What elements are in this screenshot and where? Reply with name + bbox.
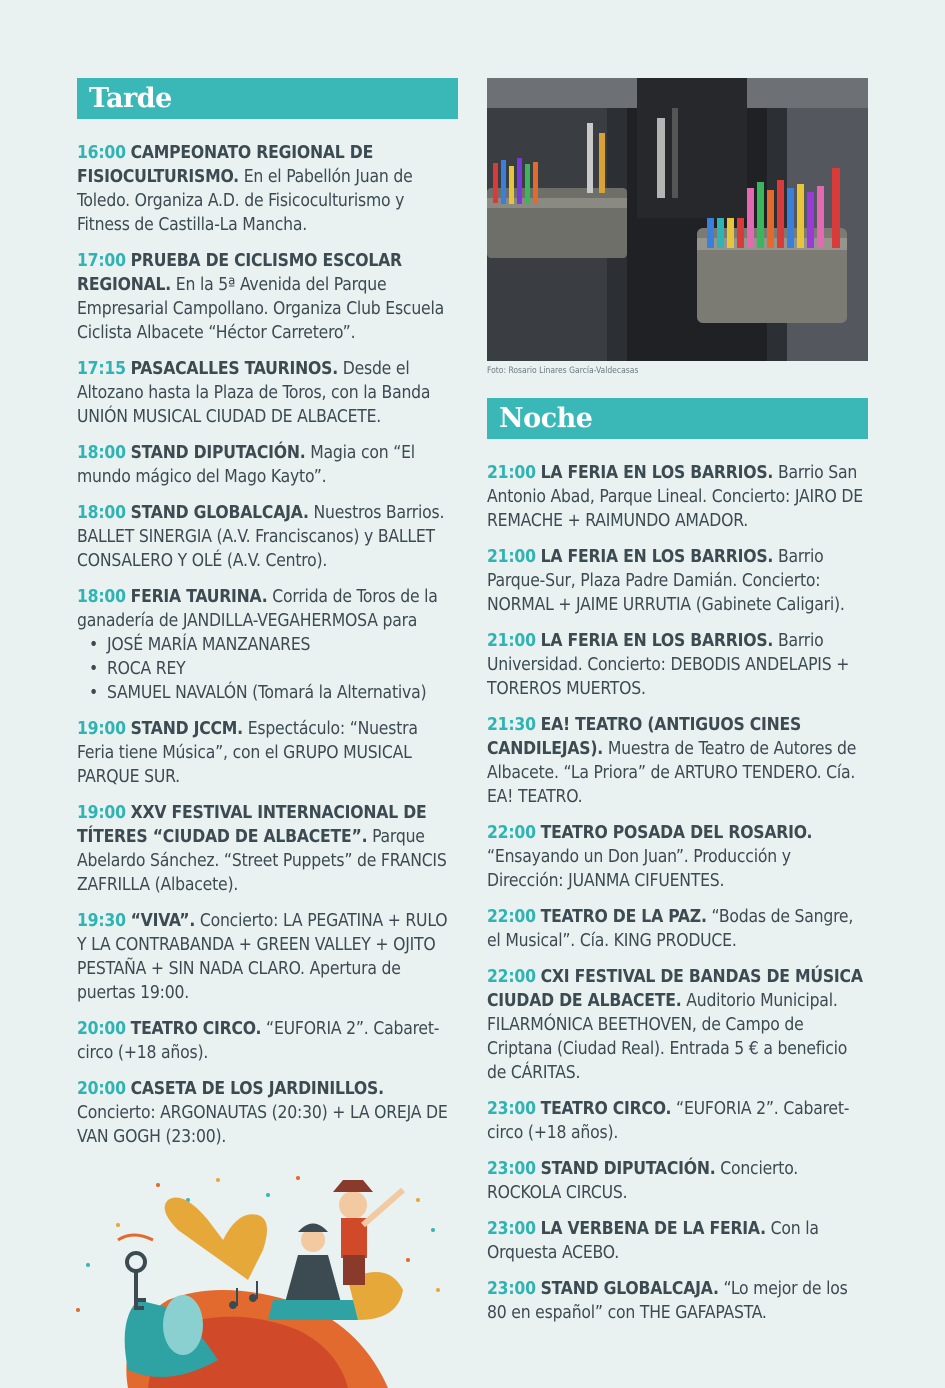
- entry-title: CASETA DE LOS JARDINILLOS.: [130, 1079, 384, 1099]
- entry-description: Nuestros Barrios. BALLET SINERGIA (A.V. Franciscanos) y BALLET CONSALERO Y OLÉ (A.V. Centro).: [77, 503, 445, 571]
- entry-title: LA FERIA EN LOS BARRIOS.: [540, 547, 774, 567]
- photo-tool-belts: [487, 78, 868, 361]
- entry-title: CXI FESTIVAL DE BANDAS DE MÚSICA CIUDAD DE ALBACETE.: [487, 967, 863, 1011]
- schedule-entry: [77, 717, 458, 789]
- entry-title: STAND GLOBALCAJA.: [130, 503, 309, 523]
- photo-credit: Foto: Rosario Linares García-Valdecasas: [487, 366, 639, 376]
- entry-time: 19:00: [77, 803, 126, 823]
- entry-title: STAND GLOBALCAJA.: [540, 1279, 719, 1299]
- tarde-header: Tarde: [77, 78, 458, 119]
- schedule-entry: [487, 545, 868, 617]
- entry-description: “Bodas de Sangre, el Musical”. Cía. KING PRODUCE.: [487, 907, 854, 951]
- entry-description: Desde el Altozano hasta la Plaza de Toros, con la Banda UNIÓN MUSICAL CIUDAD DE ALBACETE.: [77, 359, 431, 427]
- entry-title: PRUEBA DE CICLISMO ESCOLAR REGIONAL.: [77, 251, 402, 295]
- schedule-entry: [487, 713, 868, 809]
- schedule-entry: [487, 1277, 868, 1325]
- entry-time: 23:00: [487, 1099, 536, 1119]
- entry-title: STAND JCCM.: [130, 719, 243, 739]
- entry-time: 23:00: [487, 1279, 536, 1299]
- schedule-entry: [487, 461, 868, 533]
- schedule-entry: [487, 965, 868, 1085]
- entry-time: 22:00: [487, 823, 536, 843]
- schedule-entry: [77, 357, 458, 429]
- schedule-entry: [77, 141, 458, 237]
- entry-title: TEATRO DE LA PAZ.: [540, 907, 707, 927]
- tarde-entries: [77, 141, 458, 1149]
- bullet-item: • SAMUEL NAVALÓN (Tomará la Alternativa): [89, 681, 458, 705]
- tarde-column: [77, 78, 458, 1161]
- entry-description: Espectáculo: “Nuestra Feria tiene Música”, con el GRUPO MUSICAL PARQUE SUR.: [77, 719, 418, 787]
- entry-description: En el Pabellón Juan de Toledo. Organiza A.D. de Fisicoculturismo y Fitness de Castilla-La Mancha.: [77, 167, 413, 235]
- entry-description: Concierto. ROCKOLA CIRCUS.: [487, 1159, 799, 1203]
- entry-time: 17:15: [77, 359, 126, 379]
- entry-time: 22:00: [487, 907, 536, 927]
- schedule-entry: [487, 1097, 868, 1145]
- entry-description: “EUFORIA 2”. Cabaret-circo (+18 años).: [77, 1019, 440, 1063]
- bullet-item: • ROCA REY: [89, 657, 458, 681]
- bullet-list: [77, 633, 458, 705]
- entry-time: 23:00: [487, 1219, 536, 1239]
- entry-description: Corrida de Toros de la ganadería de JANDILLA-VEGAHERMOSA para: [77, 587, 438, 631]
- schedule-entry: [487, 821, 868, 893]
- entry-time: 20:00: [77, 1079, 126, 1099]
- schedule-entry: [77, 909, 458, 1005]
- entry-title: LA VERBENA DE LA FERIA.: [540, 1219, 766, 1239]
- schedule-entry: [487, 1157, 868, 1205]
- entry-title: CAMPEONATO REGIONAL DE FISIOCULTURISMO.: [77, 143, 374, 187]
- entry-time: 17:00: [77, 251, 126, 271]
- entry-title: TEATRO POSADA DEL ROSARIO.: [540, 823, 813, 843]
- schedule-entry: [77, 1017, 458, 1065]
- entry-time: 18:00: [77, 443, 126, 463]
- entry-time: 16:00: [77, 143, 126, 163]
- entry-description: Magia con “El mundo mágico del Mago Kayto”.: [77, 443, 415, 487]
- schedule-entry: [77, 501, 458, 573]
- schedule-entry: [487, 629, 868, 701]
- entry-title: STAND DIPUTACIÓN.: [130, 443, 306, 463]
- bullet-item: • JOSÉ MARÍA MANZANARES: [89, 633, 458, 657]
- entry-description: Concierto: ARGONAUTAS (20:30) + LA OREJA DE VAN GOGH (23:00).: [77, 1103, 448, 1147]
- entry-title: FERIA TAURINA.: [130, 587, 268, 607]
- schedule-entry: [77, 1077, 458, 1149]
- festival-illustration: [58, 1170, 448, 1388]
- entry-title: LA FERIA EN LOS BARRIOS.: [540, 631, 774, 651]
- entry-description: “EUFORIA 2”. Cabaret-circo (+18 años).: [487, 1099, 850, 1143]
- entry-description: Barrio San Antonio Abad, Parque Lineal. Concierto: JAIRO DE REMACHE + RAIMUNDO AMADOR.: [487, 463, 863, 531]
- entry-description: Concierto: LA PEGATINA + RULO Y LA CONTRABANDA + GREEN VALLEY + OJITO PESTAÑA + SIN NADA CLARO. Apertura de puertas 19:00.: [77, 911, 448, 1003]
- entry-description: Con la Orquesta ACEBO.: [487, 1219, 819, 1263]
- entry-title: “VIVA”.: [130, 911, 196, 931]
- entry-description: “Ensayando un Don Juan”. Producción y Dirección: JUANMA CIFUENTES.: [487, 847, 791, 891]
- entry-description: En la 5ª Avenida del Parque Empresarial Campollano. Organiza Club Escuela Ciclista Albacete “Héctor Carretero”.: [77, 275, 445, 343]
- key-icon: [118, 1235, 153, 1310]
- entry-time: 21:00: [487, 463, 536, 483]
- entry-description: Barrio Universidad. Concierto: DEBODIS ANDELAPIS + TOREROS MUERTOS.: [487, 631, 850, 699]
- entry-time: 20:00: [77, 1019, 126, 1039]
- entry-description: Parque Abelardo Sánchez. “Street Puppets” de FRANCIS ZAFRILLA (Albacete).: [77, 827, 447, 895]
- entry-title: STAND DIPUTACIÓN.: [540, 1159, 716, 1179]
- entry-description: Muestra de Teatro de Autores de Albacete. “La Priora” de ARTURO TENDERO. Cía. EA! TEATRO.: [487, 739, 857, 807]
- schedule-entry: [487, 1217, 868, 1265]
- entry-time: 21:00: [487, 631, 536, 651]
- entry-title: XXV FESTIVAL INTERNACIONAL DE TÍTERES “CIUDAD DE ALBACETE”.: [77, 803, 427, 847]
- schedule-entry: [77, 441, 458, 489]
- entry-description: Auditorio Municipal. FILARMÓNICA BEETHOVEN, de Campo de Criptana (Ciudad Real). Entrada 5 € a beneficio de CÁRITAS.: [487, 991, 848, 1083]
- entry-title: EA! TEATRO (ANTIGUOS CINES CANDILEJAS).: [487, 715, 802, 759]
- entry-time: 19:30: [77, 911, 126, 931]
- noche-header: Noche: [487, 398, 868, 439]
- entry-title: TEATRO CIRCO.: [130, 1019, 262, 1039]
- entry-time: 21:00: [487, 547, 536, 567]
- schedule-entry: [487, 905, 868, 953]
- entry-time: 18:00: [77, 503, 126, 523]
- entry-time: 21:30: [487, 715, 536, 735]
- entry-time: 18:00: [77, 587, 126, 607]
- entry-time: 23:00: [487, 1159, 536, 1179]
- entry-description: “Lo mejor de los 80 en español” con THE GAFAPASTA.: [487, 1279, 848, 1323]
- schedule-entry: [77, 801, 458, 897]
- entry-description: Barrio Parque-Sur, Plaza Padre Damián. Concierto: NORMAL + JAIME URRUTIA (Gabinete Caligari).: [487, 547, 845, 615]
- entry-time: 22:00: [487, 967, 536, 987]
- schedule-entry: [77, 249, 458, 345]
- entry-title: TEATRO CIRCO.: [540, 1099, 672, 1119]
- entry-title: PASACALLES TAURINOS.: [130, 359, 338, 379]
- schedule-entry: [77, 585, 458, 705]
- entry-time: 19:00: [77, 719, 126, 739]
- noche-entries: [487, 461, 868, 1325]
- noche-column: [487, 78, 868, 1337]
- entry-title: LA FERIA EN LOS BARRIOS.: [540, 463, 774, 483]
